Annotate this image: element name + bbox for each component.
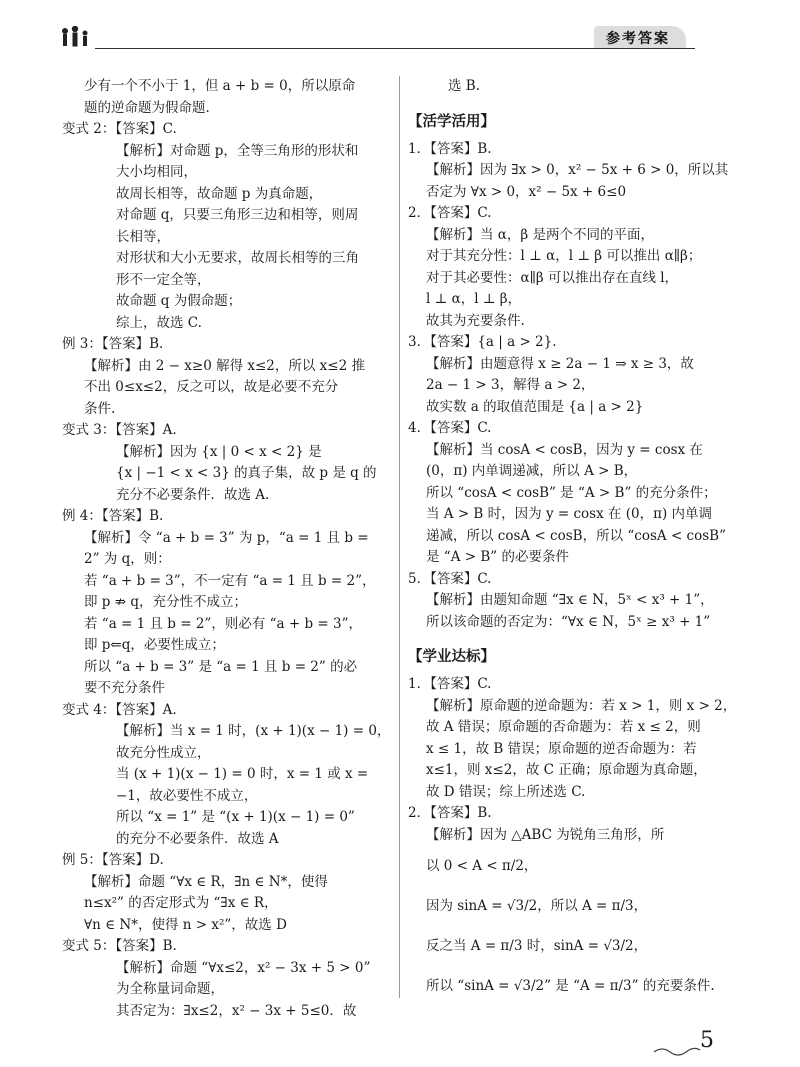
answer-line: 长相等， — [116, 228, 170, 245]
answer-line: 为全称量词命题， — [116, 981, 224, 997]
answer-line: {x | −1 < x < 3} 的真子集，故 p 是 q 的 — [116, 465, 377, 481]
answer-line: 否定为 ∀x > 0，x² − 5x + 6≤0 — [426, 183, 627, 200]
right-column — [408, 76, 737, 1006]
page-title: 参考答案 — [606, 31, 670, 47]
answer-line: 例 3：【答案】B. — [62, 336, 164, 352]
answer-line: 2．【答案】C. — [408, 205, 492, 221]
answer-line: 要不充分条件 — [84, 680, 165, 696]
answer-line: 反之当 A = π/3 时，sinA = √3/2， — [426, 938, 648, 954]
answer-line: 【解析】当 α，β 是两个不同的平面， — [426, 226, 655, 243]
answer-line: 故命题 q 为假命题； — [116, 293, 242, 309]
answer-line: 若 “a = 1 且 b = 2”，则必有 “a + b = 3”， — [84, 615, 362, 632]
answer-line: 故 A 错误；原命题的否命题为：若 x ≤ 2，则 — [426, 719, 701, 735]
header-rule — [95, 48, 695, 49]
answer-line: 所以该命题的否定为：“∀x ∈ N，5ˣ ≥ x³ + 1” — [426, 613, 711, 630]
answer-line: 形不一定全等， — [116, 271, 211, 288]
answer-line: 【解析】命题 “∀x ∈ R，∃n ∈ N*，使得 — [84, 873, 328, 890]
answer-line: 充分不必要条件．故选 A. — [116, 486, 270, 503]
answer-line: 变式 5：【答案】B. — [62, 938, 177, 954]
answer-line: 例 4：【答案】B. — [62, 508, 164, 524]
answer-line: n≤x²” 的否定形式为 “∃x ∈ R， — [84, 895, 278, 911]
answer-line: 2a − 1 > 3，解得 a > 2， — [426, 377, 595, 393]
answer-line: 故充分性成立， — [116, 744, 211, 761]
answer-line: 因为 sinA = √3/2，所以 A = π/3， — [426, 898, 648, 914]
answer-line: 所以 “x = 1” 是 “(x + 1)(x − 1) = 0” — [116, 809, 355, 825]
section-heading: 【学业达标】 — [408, 649, 495, 665]
answer-line: 当 (x + 1)(x − 1) = 0 时，x = 1 或 x = — [116, 766, 369, 782]
answer-line: 【解析】原命题的逆命题为：若 x > 1，则 x > 2， — [426, 697, 737, 714]
answer-line: 对形状和大小无要求，故周长相等的三角 — [116, 250, 359, 266]
answer-line: −1，故必要性不成立， — [116, 787, 258, 804]
answer-line: 故 D 错误；综上所述选 C. — [426, 783, 586, 800]
answer-line: 递减，所以 cosA < cosB，所以 “cosA < cosB” — [426, 527, 726, 544]
page-number: 5 — [700, 1028, 714, 1053]
family-silhouette-icon — [60, 26, 94, 48]
answer-line: ∀n ∈ N*，使得 n > x²”，故选 D — [84, 916, 287, 933]
answer-line: 不出 0≤x≤2，反之可以，故是必要不充分 — [84, 379, 339, 395]
answer-line: 少有一个不小于 1，但 a + b = 0，所以原命 — [84, 78, 356, 94]
answer-line: 【解析】由 2 − x≥0 解得 x≤2，所以 x≤2 推 — [84, 357, 365, 374]
answer-line: 即 p ⇏ q，充分性不成立； — [84, 594, 247, 610]
answer-line: 例 5：【答案】D. — [62, 852, 164, 868]
page-header — [0, 0, 800, 60]
answer-line: 1．【答案】C. — [408, 676, 492, 692]
answer-line: 【解析】因为 △ABC 为锐角三角形，所 — [426, 826, 665, 843]
answer-line: 故周长相等，故命题 p 为真命题， — [116, 185, 323, 202]
swirl-ornament-icon — [652, 1044, 702, 1058]
answer-line: 【解析】令 “a + b = 3” 为 p，“a = 1 且 b = — [84, 529, 369, 546]
answer-line: 【解析】因为 {x | 0 < x < 2} 是 — [116, 443, 322, 460]
answer-line: 故其为充要条件. — [426, 312, 525, 329]
answer-line: 综上，故选 C. — [116, 314, 202, 331]
answer-line: 对命题 q，只要三角形三边和相等，则周 — [116, 207, 359, 223]
left-column — [62, 76, 394, 1022]
answer-line: (0，π) 内单调递减，所以 A > B， — [426, 463, 638, 479]
answer-line: 变式 4：【答案】A. — [62, 701, 177, 718]
answer-line: 所以 “a + b = 3” 是 “a = 1 且 b = 2” 的必 — [84, 658, 358, 675]
answer-line: 变式 3：【答案】A. — [62, 422, 177, 438]
column-divider — [399, 76, 400, 998]
answer-line: 2．【答案】B. — [408, 805, 492, 821]
answer-line: 5．【答案】C. — [408, 570, 492, 587]
answer-line: 大小均相同， — [116, 164, 197, 180]
answer-line: 2” 为 q，则： — [84, 551, 171, 567]
answer-line: 其否定为：∃x≤2，x² − 3x + 5≤0．故 — [116, 1002, 357, 1019]
answer-line: l ⊥ α，l ⊥ β， — [426, 291, 522, 307]
answer-line: 所以 “cosA < cosB” 是 “A > B” 的充分条件； — [426, 484, 717, 501]
answer-line: 【解析】当 cosA < cosB，因为 y = cosx 在 — [426, 441, 703, 458]
answer-line: 对于其充分性：l ⊥ α，l ⊥ β 可以推出 α∥β； — [426, 248, 702, 264]
answer-line: 变式 2：【答案】C. — [62, 121, 177, 137]
answer-line: 题的逆命题为假命题. — [84, 99, 210, 116]
answer-line: 【解析】由题知命题 “∃x ∈ N，5ˣ < x³ + 1”， — [426, 592, 714, 608]
answer-line: x≤1，则 x≤2，故 C 正确；原命题为真命题， — [426, 762, 707, 778]
answer-line: 【解析】命题 “∀x≤2，x² − 3x + 5 > 0” — [116, 959, 371, 976]
answer-line: 【解析】当 x = 1 时，(x + 1)(x − 1) = 0， — [116, 723, 391, 739]
answer-line: 条件. — [84, 400, 116, 417]
answer-line: 故实数 a 的取值范围是 {a | a > 2} — [426, 398, 644, 415]
answer-line: 3．【答案】{a | a > 2}. — [408, 334, 557, 350]
answer-line: 的充分不必要条件．故选 A — [116, 830, 279, 847]
answer-line: 是 “A > B” 的必要条件 — [426, 549, 569, 565]
answer-line: 【解析】对命题 p，全等三角形的形状和 — [116, 142, 359, 159]
answer-line: 所以 “sinA = √3/2” 是 “A = π/3” 的充要条件. — [426, 978, 715, 994]
answer-line: 对于其必要性：α∥β 可以推出存在直线 l， — [426, 269, 679, 286]
answer-line: 【解析】因为 ∃x > 0，x² − 5x + 6 > 0，所以其 — [426, 162, 729, 178]
answer-line: 1．【答案】B. — [408, 140, 492, 157]
answer-line: x ≤ 1，故 B 错误；原命题的逆否命题为：若 — [426, 740, 697, 757]
answer-line: 【解析】由题意得 x ≥ 2a − 1 ⇒ x ≥ 3，故 — [426, 355, 694, 372]
answer-line: 当 A > B 时，因为 y = cosx 在 (0，π) 内单调 — [426, 506, 713, 522]
answer-line: 选 B. — [448, 78, 481, 94]
answer-line: 若 “a + b = 3”，不一定有 “a = 1 且 b = 2”， — [84, 572, 376, 589]
answer-line: 即 p⇐q，必要性成立； — [84, 637, 225, 653]
section-heading: 【活学活用】 — [408, 113, 495, 130]
answer-line: 4．【答案】C. — [408, 420, 492, 436]
answer-line: 以 0 < A < π/2， — [426, 858, 538, 874]
